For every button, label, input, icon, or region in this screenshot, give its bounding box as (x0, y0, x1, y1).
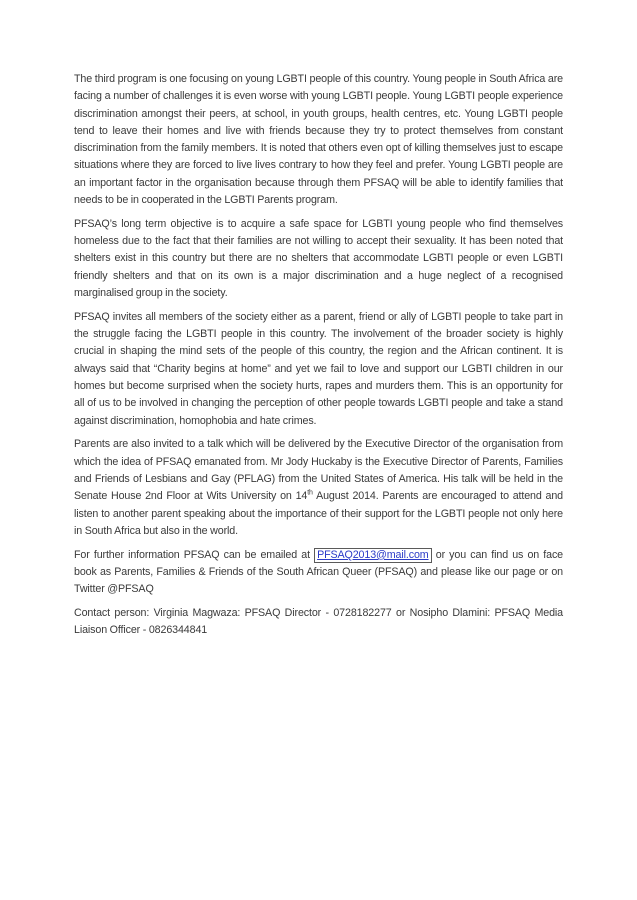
paragraph: Parents are also invited to a talk which will be delivered by the Executive Director of the organisation from which the idea of PFSAQ emanated from. Mr Jody Huckaby is the Executive Director of Parents, Families and Friends of Lesbians and Gay (PFLAG) from the United States of America. His talk will be held in the Senate House 2nd Floor at Wits University on 14th August 2014. Parents are encouraged to attend and listen to another parent speaking about the importance of their support for the LGBTI people not only here in South Africa but also in the world. (74, 438, 564, 537)
paragraph: PFSAQ’s long term objective is to acquire a safe space for LGBTI young people who find themselves homeless due to the fact that their families are not willing to accept their sexuality. It has been noted that shelters exist in this country but there are no shelters that accommodate LGBTI people or even LGBTI friendly shelters and that on its own is a major discrimination and a huge neglect of a recognised marginalised group in the society. (74, 217, 563, 300)
email-link[interactable]: PFSAQ2013@mail.com (317, 548, 429, 561)
email-link-box (314, 548, 431, 563)
document-body (74, 71, 563, 640)
ordinal-superscript: th (307, 489, 313, 497)
paragraph: PFSAQ invites all members of the society either as a parent, friend or ally of LGBTI people to take part in the struggle facing the LGBTI people in this country. The involvement of the broader society is highly crucial in shaping the mind sets of the people of this country, the region and the African continent. It is always said that “Charity begins at home” and yet we fail to love and support our LGBTI children in our homes but become surprised when the society hurts, rapes and murders them. This is an opportunity for all of us to be involved in changing the perception of other people towards LGBTI people and take a stand against discrimination, homophobia and hate crimes. (74, 310, 563, 427)
paragraph: For further information PFSAQ can be emailed at PFSAQ2013@mail.com or you can find us on face book as Parents, Families & Friends of the South African Queer (PFSAQ) and please like our page or on Twitter @PFSAQ (74, 548, 563, 596)
paragraph: The third program is one focusing on young LGBTI people of this country. Young people in South Africa are facing a number of challenges it is even worse with young LGBTI people. Young LGBTI people experience discrimination amongst their peers, at school, in youth groups, health centres, etc. Young LGBTI people tend to leave their homes and live with friends because they try to protect themselves from constant discrimination from the family members. It is noted that others even opt of killing themselves just to escape situations where they are forced to live lives contrary to how they feel and prefer. Young LGBTI people are an important factor in the organisation because through them PFSAQ will be able to identify families that needs to be in cooperated in the LGBTI Parents program. (74, 73, 563, 207)
paragraph: Contact person: Virginia Magwaza: PFSAQ Director - 0728182277 or Nosipho Dlamini: PFSAQ Media Liaison Officer - 0826344841 (74, 607, 563, 637)
